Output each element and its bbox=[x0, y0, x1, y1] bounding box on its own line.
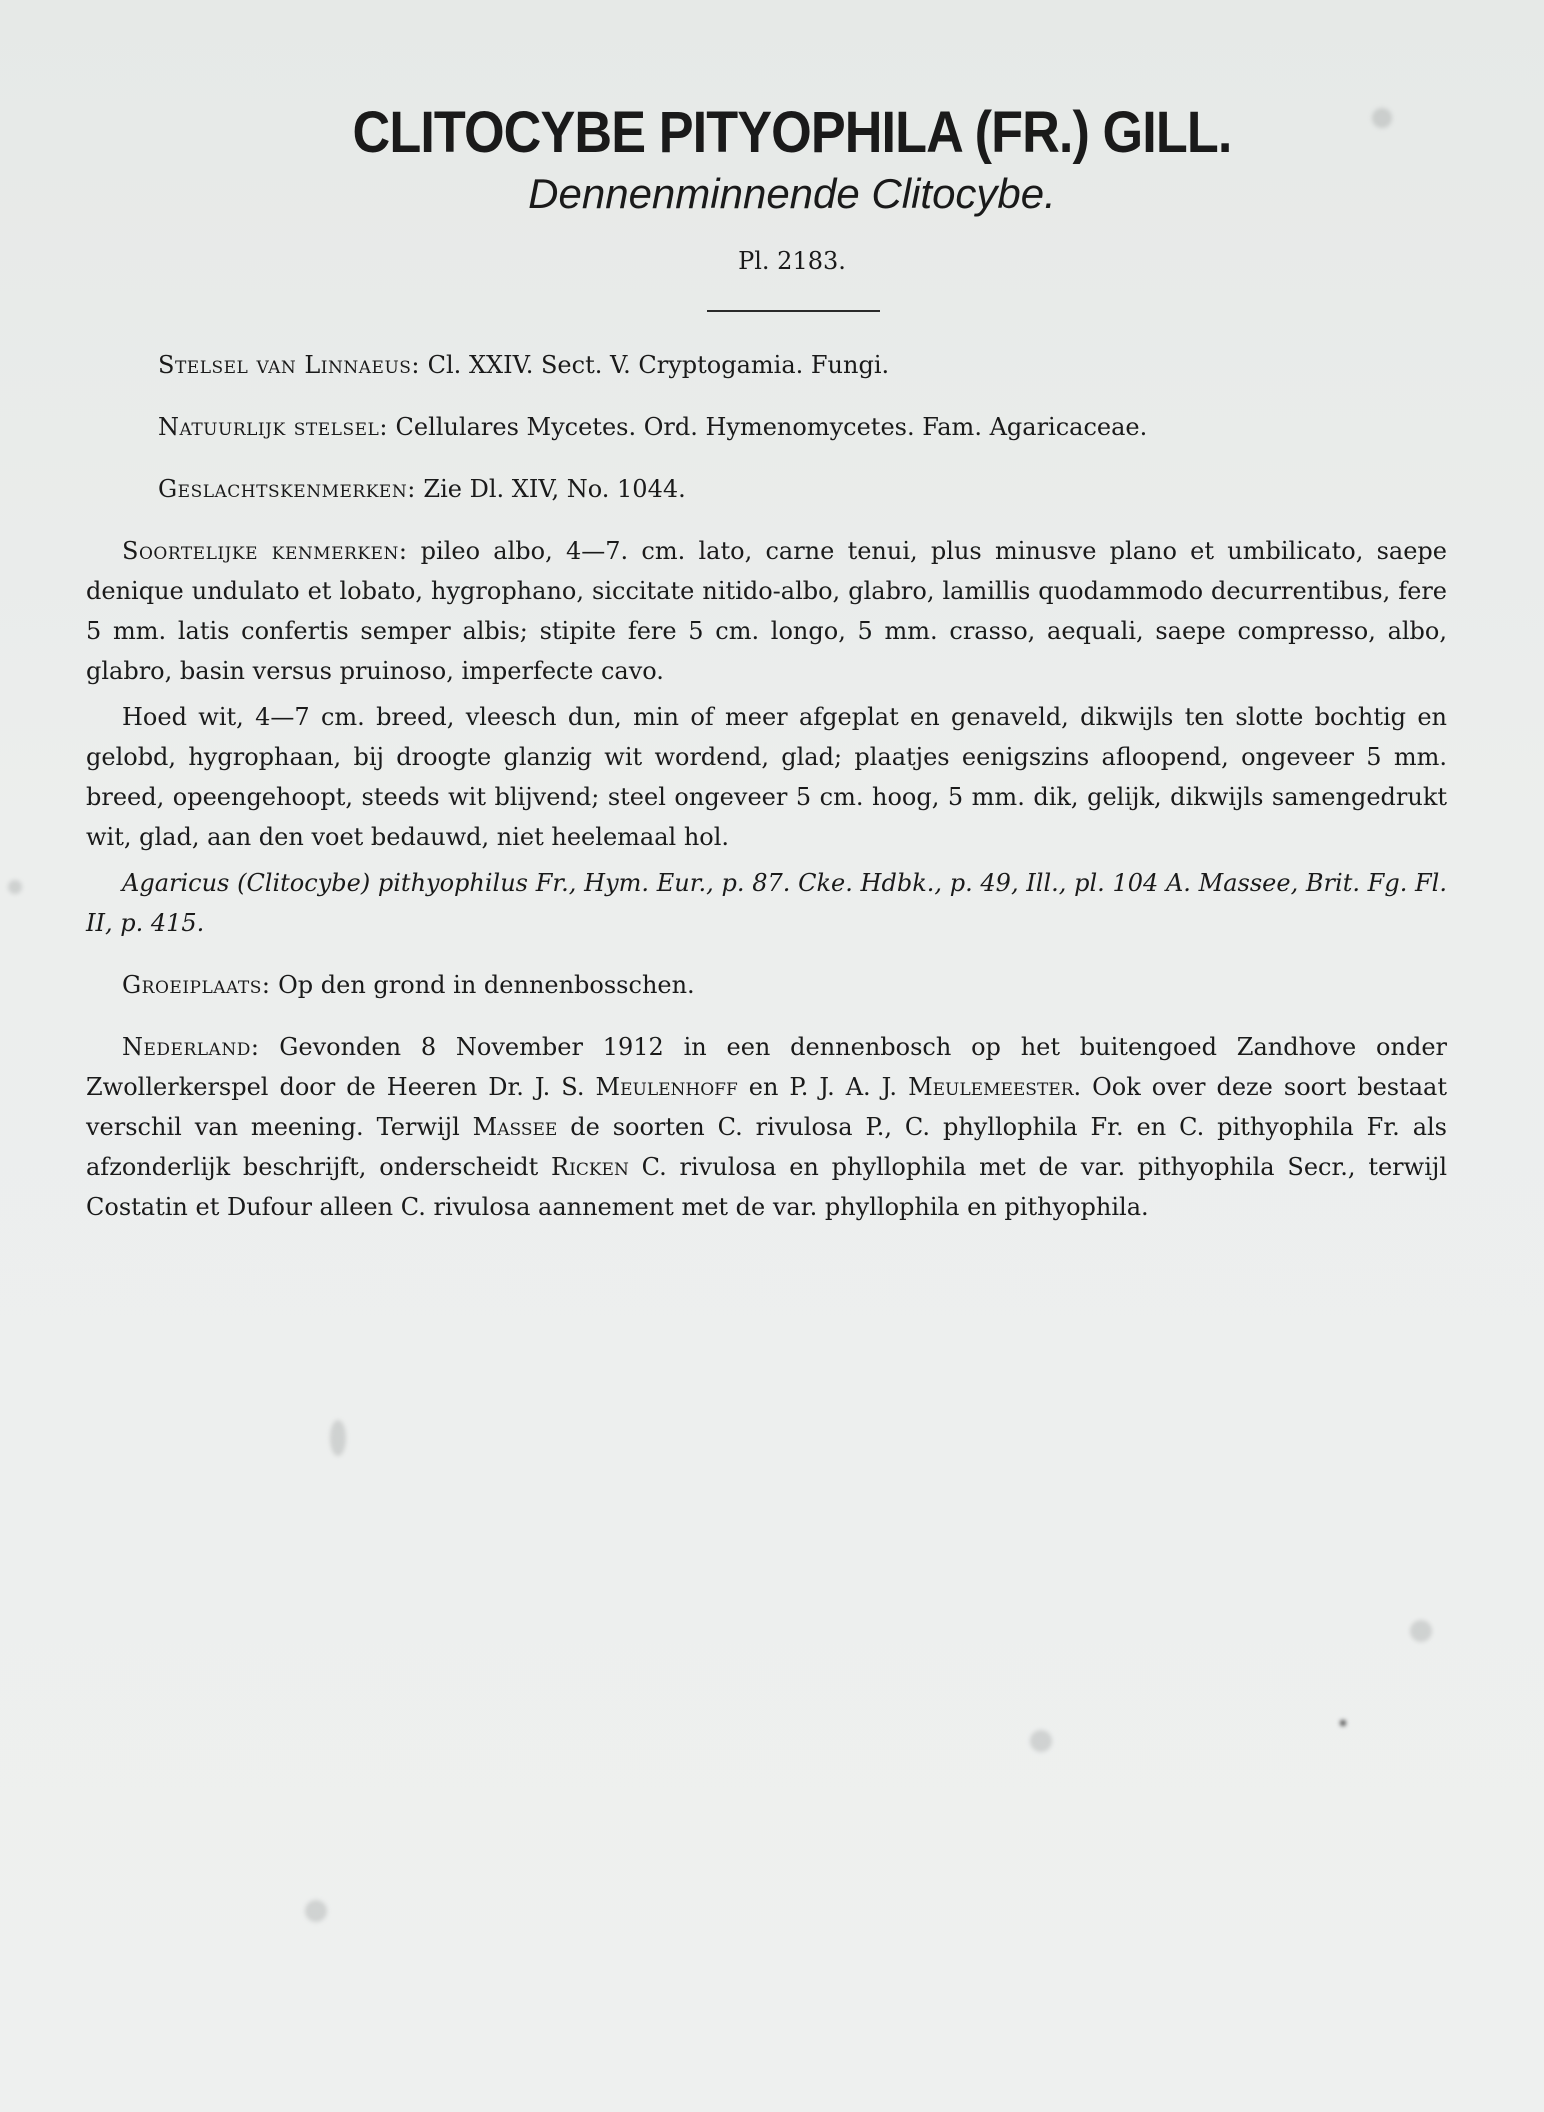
netherlands-text-4: de soorten C. rivulosa P., C. phyllophila Fr. en C. pithyophila Fr. als afzonderlijk beschrijft, onderscheidt bbox=[86, 1113, 1447, 1181]
paper-spot bbox=[305, 1900, 327, 1922]
author-name: Massee bbox=[472, 1113, 558, 1141]
paper-spot bbox=[1410, 1620, 1432, 1642]
netherlands-text-1: Gevonden 8 November 1912 in een dennenbosch op het buitengoed Zandhove onder Zwollerkerspel door de Heeren Dr. J. S. bbox=[86, 1033, 1447, 1101]
linnaeus-label: Stelsel van Linnaeus: bbox=[158, 351, 421, 379]
genus-paragraph bbox=[122, 469, 1447, 509]
natural-system-text: Cellulares Mycetes. Ord. Hymenomycetes. Fam. Agaricaceae. bbox=[387, 413, 1148, 441]
species-text: pileo albo, 4—7. cm. lato, carne tenui, plus minusve plano et umbilicato, saepe denique undulato et lobato, hygrophano, siccitate nitido-albo, glabro, lamillis quodammodo decurrentibus, fere 5 mm. latis confertis semper albis; stipite fere 5 cm. longo, 5 mm. crasso, aequali, saepe compresso, albo, glabro, basin versus pruinoso, imperfecte cavo. bbox=[86, 537, 1447, 685]
habitat-label: Groeiplaats: bbox=[122, 971, 271, 999]
species-label: Soortelijke kenmerken: bbox=[122, 537, 408, 565]
genus-label: Geslachtskenmerken: bbox=[158, 475, 416, 503]
page-subtitle: Dennenminnende Clitocybe. bbox=[528, 170, 1056, 217]
description-paragraph: Hoed wit, 4—7 cm. breed, vleesch dun, min of meer afgeplat en genaveld, dikwijls ten slotte bochtig en gelobd, hygrophaan, bij droogte glanzig wit wordend, glad; plaatjes eenigszins afloopend, ongeveer 5 mm. breed, opeengehoopt, steeds wit blijvend; steel ongeveer 5 cm. hoog, 5 mm. dik, gelijk, dikwijls samengedrukt wit, glad, aan den voet bedauwd, niet heelemaal hol. bbox=[86, 703, 1447, 851]
paper-spot bbox=[330, 1420, 346, 1456]
document-body bbox=[86, 345, 1447, 1249]
linnaeus-text: Cl. XXIV. Sect. V. Cryptogamia. Fungi. bbox=[420, 351, 890, 379]
author-name: Ricken bbox=[551, 1153, 629, 1181]
document-header bbox=[0, 98, 1544, 276]
netherlands-label: Nederland: bbox=[122, 1033, 260, 1061]
person-name: Meulenhoff bbox=[595, 1073, 738, 1101]
plate-number: Pl. 2183. bbox=[738, 247, 846, 275]
species-paragraph bbox=[86, 531, 1447, 691]
netherlands-text-2: en P. J. A. J. bbox=[737, 1073, 909, 1101]
synonym-paragraph: Agaricus (Clitocybe) pithyophilus Fr., Hym. Eur., p. 87. Cke. Hdbk., p. 49, Ill., pl. 104 A. Massee, Brit. Fg. Fl. II, p. 415. bbox=[86, 869, 1447, 937]
genus-text: Zie Dl. XIV, No. 1044. bbox=[415, 475, 686, 503]
page-title: CLITOCYBE PITYOPHILA (FR.) GILL. bbox=[352, 100, 1232, 165]
netherlands-text-5: C. rivulosa en phyllophila met de var. pithyophila Secr., terwijl Costatin et Dufour alleen C. rivulosa aannement met de var. phyllophila en pithyophila. bbox=[86, 1153, 1447, 1221]
habitat-paragraph bbox=[86, 965, 1447, 1005]
linnaeus-paragraph bbox=[122, 345, 1447, 385]
paper-spot bbox=[1340, 1720, 1346, 1726]
paper-spot bbox=[1030, 1730, 1052, 1752]
natural-system-label: Natuurlijk stelsel: bbox=[158, 413, 388, 441]
netherlands-text-3: . Ook over deze soort bestaat verschil van meening. Terwijl bbox=[86, 1073, 1447, 1141]
netherlands-paragraph bbox=[86, 1027, 1447, 1227]
title-divider bbox=[707, 310, 880, 312]
natural-system-paragraph bbox=[122, 407, 1447, 447]
habitat-text: Op den grond in dennenbosschen. bbox=[270, 971, 695, 999]
paper-spot bbox=[8, 880, 22, 894]
person-name: Meulemeester bbox=[908, 1073, 1074, 1101]
